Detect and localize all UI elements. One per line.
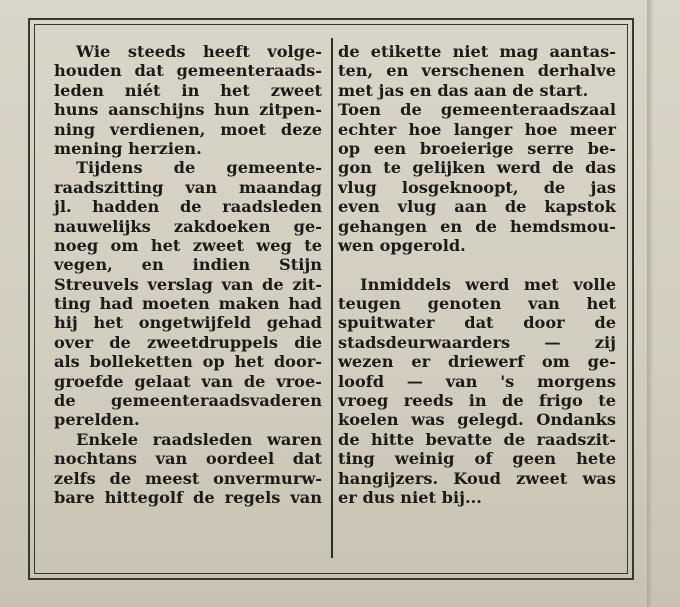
text-line: de gemeenteraadsvaderen xyxy=(54,391,322,411)
text-line: over de zweetdruppels die xyxy=(54,332,322,352)
text-line: leden niét in het zweet xyxy=(54,80,322,100)
paragraph-gap xyxy=(338,255,616,274)
text-line: loofd — van 's morgens xyxy=(338,371,616,391)
text-line: Streuvels verslag van de zit- xyxy=(54,274,322,294)
text-line: op een broeierige serre be- xyxy=(338,138,616,158)
column-divider xyxy=(331,38,333,558)
text-line: stadsdeurwaarders — zij xyxy=(338,332,616,352)
text-line: echter hoe langer hoe meer xyxy=(338,119,616,139)
text-line: noeg om het zweet weg te xyxy=(54,235,322,255)
text-line: gehangen en de hemdsmou- xyxy=(338,216,616,236)
text-line: ten, en verschenen derhalve xyxy=(338,61,616,81)
text-line: Wie steeds heeft volge- xyxy=(76,42,322,61)
right-column xyxy=(338,42,616,507)
text-line: wezen er driewerf om ge- xyxy=(338,352,616,372)
text-line: vroeg reeds in de frigo te xyxy=(338,391,616,411)
text-line: bare hittegolf de regels van xyxy=(54,487,322,507)
text-line: raadszitting van maandag xyxy=(54,177,322,197)
adjacent-page-edge xyxy=(647,0,653,607)
text-line: hangijzers. Koud zweet was xyxy=(338,468,616,488)
text-line: er dus niet bij... xyxy=(338,487,482,507)
text-line: perelden. xyxy=(54,410,140,430)
text-line: hij het ongetwijfeld gehad xyxy=(54,313,322,333)
text-line: ning verdienen, moet deze xyxy=(54,119,322,139)
text-line: Toen de gemeenteraadszaal xyxy=(338,100,616,120)
text-line: vlug losgeknoopt, de jas xyxy=(338,177,616,197)
text-line: Tijdens de gemeente- xyxy=(76,158,322,178)
text-line: als bolleketten op het door- xyxy=(54,352,322,372)
text-line: groefde gelaat van de vroe- xyxy=(54,371,322,391)
text-line: gon te gelijken werd de das xyxy=(338,158,616,178)
text-line: vegen, en indien Stijn xyxy=(54,255,322,275)
left-column xyxy=(54,42,322,507)
text-line: Inmiddels werd met volle xyxy=(360,274,616,294)
text-line: mening herzien. xyxy=(54,138,202,158)
text-line: Enkele raadsleden waren xyxy=(76,429,322,449)
text-line: nochtans van oordeel dat xyxy=(54,449,322,469)
text-line: ting weinig of geen hete xyxy=(338,449,616,469)
article-frame xyxy=(28,18,634,580)
text-line: spuitwater dat door de xyxy=(338,313,616,333)
text-line: jl. hadden de raadsleden xyxy=(54,197,322,217)
text-line: zelfs de meest onvermurw- xyxy=(54,468,322,488)
text-line: nauwelijks zakdoeken ge- xyxy=(54,216,322,236)
text-line: houden dat gemeenteraads- xyxy=(54,61,322,81)
text-line: de hitte bevatte de raadszit- xyxy=(338,429,616,449)
text-line: koelen was gelegd. Ondanks xyxy=(338,410,616,430)
text-line: wen opgerold. xyxy=(338,235,466,255)
text-line: teugen genoten van het xyxy=(338,294,616,314)
text-line: even vlug aan de kapstok xyxy=(338,197,616,217)
text-line: ting had moeten maken had xyxy=(54,294,322,314)
text-line: huns aanschijns hun zitpen- xyxy=(54,100,322,120)
text-line: met jas en das aan de start. xyxy=(338,80,589,100)
text-line: de etikette niet mag aantas- xyxy=(338,42,616,61)
